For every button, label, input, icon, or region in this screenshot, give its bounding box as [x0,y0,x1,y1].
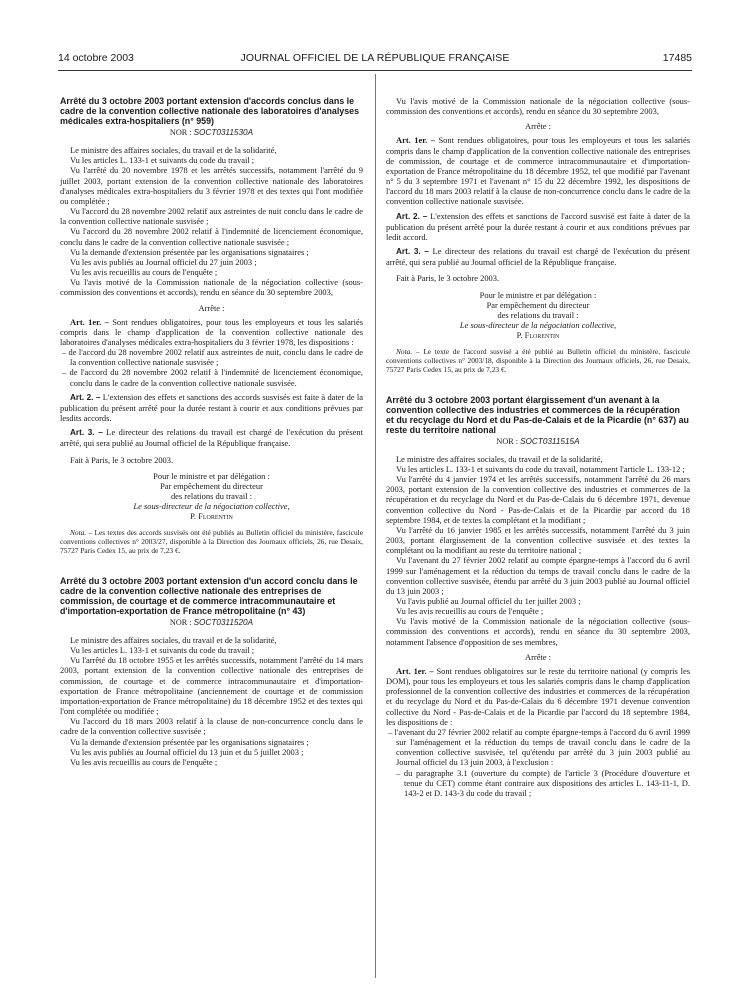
arrete-1-fait: Fait à Paris, le 3 octobre 2003. [70,454,174,465]
arrete-2-nor: NOR : SOCT0311520A [169,617,254,627]
left-column [60,96,363,767]
arrete-3-title: Arrêté du 3 octobre 2003 portant élargissement d'un avenant à la convention collective des industries et commerces de la récupération et du recyclage du Nord et du Pas-de-Calais et de la Picardie (n° 637) au reste du territoire national [386,394,689,435]
arrete-1-visa: Vu la demande d'extension présentée par les organisations signataires ; [70,246,309,257]
header-date: 14 octobre 2003 [58,52,134,64]
arrete-2-visa: Vu les avis publiés au Journal officiel du 13 juin et du 5 juillet 2003 ; [70,746,304,757]
arrete-1-article-1: Art. 1er. – Sont rendues obligatoires, pour tous les employeurs et tous les salariés compris dans le champ d'application de la convention collective nationale des laboratoires d'analyses médicales extra-hospitaliers du 3 février 1978, les dispositions : [60,316,363,347]
arrete-1-signature: Le sous-directeur de la négociation collective, [133,501,290,512]
arrete-2-signature: Par empêchement du directeur [486,299,590,310]
arrete-1-signature: Par empêchement du directeur [160,480,263,491]
arrete-3-visa: Vu les articles L. 133-1 et suivants du code du travail, notamment l'article L. 133-12 ; [396,463,685,474]
arrete-2-visa: Le ministre des affaires sociales, du travail et de la solidarité, [70,635,277,646]
arrete-3-visa: Vu l'avis motivé de la Commission nationale de la négociation collective (sous-commission des conventions et accords), rendu en séance du 30 septembre 2003, notamment l'absence d'opposition de ses membres, [386,616,690,647]
arrete-2-signature: Pour le ministre et par délégation : [479,289,597,300]
arrete-2-arrete: Arrête : [524,121,551,132]
arrete-1-visa: Vu l'accord du 28 novembre 2002 relatif à l'indemnité de licenciement économique, conclu dans le cadre de la convention collective nationale susvisée ; [60,226,363,247]
arrete-3-subitem: – du paragraphe 3.1 (ouverture du compte) de l'article 3 (Procédure d'ouverture et tenue du CET) comme étant contraire aux dispositions des articles L. 143-11-1, D. 143-2 et D. 143-3 du code du travail ; [396,767,690,798]
arrete-2-visa: Vu l'accord du 18 mars 2003 relatif à la clause de non-concurrence conclu dans le cadre de la convention collective susvisée ; [60,716,363,737]
arrete-1-title: Arrêté du 3 octobre 2003 portant extension d'accords conclus dans le cadre de la convention collective nationale des laboratoires d'analyses médicales extra-hospitaliers (n° 959) [60,96,360,126]
arrete-2-visa: Vu les avis recueillis au cours de l'enquête ; [70,756,218,767]
arrete-1-signatory: P. Florentin [190,511,233,522]
arrete-1-signature: Pour le ministre et par délégation : [153,470,270,481]
arrete-2-fait: Fait à Paris, le 3 octobre 2003. [396,273,500,284]
arrete-2-article-1: Art. 1er. – Sont rendues obligatoires, pour tous les employeurs et tous les salariés compris dans le champ d'application de la convention collective nationale des entreprises de commission, de courtage et de commerce intracommunautaire et d'importation-exportation de France métropolitaine du 18 décembre 1952, tel que modifié par l'avenant n° 5 du 3 septembre 1971 et l'avenant n° 15 du 22 décembre 1992, les dispositions de l'accord du 18 mars 2003 relatif à la clause de non-concurrence conclu dans le cadre de la convention collective nationale susvisée. [386,135,690,207]
arrete-3-visa: Vu l'avis publié au Journal officiel du 1er juillet 2003 ; [396,596,581,607]
arrete-1-visa: Vu les avis recueillis au cours de l'enquête ; [70,267,218,278]
page-header [58,52,692,68]
arrete-1-visa: Le ministre des affaires sociales, du travail et de la solidarité, [70,145,277,156]
arrete-1-visa: Vu les avis publiés au Journal officiel du 27 juin 2003 ; [70,256,257,267]
arrete-3-arrete: Arrête : [524,651,551,662]
column-divider [375,74,376,978]
arrete-1-visa: Vu l'accord du 28 novembre 2002 relatif aux astreintes de nuit conclu dans le cadre de la convention collective nationale susvisée ; [60,206,363,227]
arrete-3-visa: Le ministre des affaires sociales, du travail et de la solidarité, [396,453,603,464]
arrete-1-nor: NOR : SOCT0311530A [169,128,254,137]
arrete-1-article-3: Art. 3. – Le directeur des relations du travail est chargé de l'exécution du présent arrêté, qui sera publié au Journal officiel de la République française. [60,427,363,449]
arrete-3-article-1: Art. 1er. – Sont rendues obligatoires sur le reste du territoire national (y compris les DOM), pour tous les employeurs et tous les salariés compris dans le champ d'application professionnel de la convention collective des industries et commerces de la récupération et du recyclage du Nord et du Pas-de-Calais du 6 décembre 1971 devenue convention collective du Nord - Pas-de-Calais et de la Picardie par l'accord du 18 septembre 1984, les dispositions de : [386,665,690,727]
arrete-2-visa: Vu l'arrêté du 18 octobre 1955 et les arrêtés successifs, notamment l'arrêté du 14 mars 2003, portant extension de la convention collective nationale des entreprises de commission, de courtage et de commerce intracommunautaire et d'importation-exportation de France métropolitaine (anciennement de courtage et de commission importation-exportation de France métropolitaine) du 18 décembre 1952 et des textes qui l'ont complétée ou modifiée ; [60,655,363,717]
arrete-3-nor: NOR : SOCT0311515A [496,436,580,446]
arrete-1-visa: Vu l'avis motivé de la Commission nationale de la négociation collective (sous-commission des conventions et accords), rendu en séance du 30 septembre 2003, [60,277,363,298]
arrete-1-item: – de l'accord du 28 novembre 2002 relatif à l'indemnité de licenciement économique, conclu dans le cadre de la convention collective nationale susvisée. [62,367,363,388]
arrete-2-visa: Vu les articles L. 133-1 et suivants du code du travail ; [70,645,255,656]
arrete-2-title: Arrêté du 3 octobre 2003 portant extension d'un accord conclu dans le cadre de la convention collective nationale des entreprises de commission, de courtage et de commerce intracommunautaire et d'importation-exportation de France métropolitaine (n° 43) [60,575,358,616]
arrete-2-visa: Vu la demande d'extension présentée par les organisations signataires ; [70,736,309,747]
header-journal-title: JOURNAL OFFICIEL DE LA RÉPUBLIQUE FRANÇAISE [240,52,510,64]
header-rule [58,70,692,71]
arrete-1-arrete: Arrête : [198,302,225,313]
arrete-1-signature: des relations du travail : [170,491,253,501]
arrete-1-article-2: Art. 2. – L'extension des effets et sanctions des accords susvisés est faite à dater de la publication du présent arrêté pour la durée restant à courir et aux conditions prévues par lesdits accords. [60,391,364,424]
arrete-3-visa: Vu l'arrêté du 4 janvier 1974 et les arrêtés successifs, notamment l'arrêté du 26 mars 2003, portant extension de la convention collective des industries et commerces de la récupération et du recyclage du Nord et du Pas-de-Calais du 6 décembre 1971, devenue convention collective du Nord - Pas-de-Calais et de la Picardie par accord du 18 septembre 1984, et de textes la complétant et la modifiant ; [386,474,690,525]
arrete-2-signature: des relations du travail : [497,309,579,320]
arrete-3-visa: Vu l'arrêté du 16 janvier 1985 et les arrêtés successifs, notamment l'arrêté du 3 juin 2003, portant élargissement de la convention collective susvisée et des textes la complétant ou la modifiant au reste du territoire national ; [386,524,690,556]
arrete-1-visa: Vu l'arrêté du 20 novembre 1978 et les arrêtés successifs, notamment l'arrêté du 9 juillet 2003, portant extension de la convention collective nationale des laboratoires d'analyses médicales extra-hospitaliers du 3 février 1978 et des textes qui l'ont modifiée ou complétée ; [60,165,363,206]
right-column [386,96,690,798]
arrete-3-visa: Vu les avis recueillis au cours de l'enquête ; [396,606,544,617]
arrete-2-article-3: Art. 3. – Le directeur des relations du travail est chargé de l'exécution du présent arrêté, qui sera publié au Journal officiel de la République française. [386,246,690,268]
arrete-1-item: – de l'accord du 28 novembre 2002 relatif aux astreintes de nuit, conclu dans le cadre de la convention collective nationale susvisée ; [62,347,363,368]
header-page-number: 17485 [662,52,692,64]
arrete-3-item: – l'avenant du 27 février 2002 relatif au compte épargne-temps à l'accord du 6 avril 1999 sur l'aménagement et la réduction du temps de travail conclu dans le cadre de la convention collective susvisée, tel qu'étendu par arrêté du 3 juin 2003 publié au Journal officiel du 13 juin 2003, à l'exclusion : [388,726,690,768]
arrete-2-visa: Vu l'avis motivé de la Commission nationale de la négociation collective (sous-commission des conventions et accords), rendu en séance du 30 septembre 2003, [386,96,690,117]
arrete-2-signature: Le sous-directeur de la négociation collective, [459,319,617,330]
arrete-2-nota: Nota. – Le texte de l'accord susvisé a été publié au Bulletin officiel du ministère, fascicule conventions collectives n° 2003/18, disponible à la Direction des Journaux officiels, 26, rue Desaix, 75727 Paris Cedex 15, au prix de 7,23 €. [386,347,690,374]
arrete-3-visa: Vu l'avenant du 27 février 2002 relatif au compte épargne-temps à l'accord du 6 avril 1999 sur l'aménagement et la réduction du temps de travail conclu dans le cadre de la convention collective susvisée, étendu par arrêté du 3 juin 2003 publié au Journal officiel du 13 juin 2003 ; [386,555,690,596]
arrete-1-visa: Vu les articles L. 133-1 et suivants du code du travail ; [70,155,255,166]
arrete-2-signatory: P. Florentin [516,330,560,341]
arrete-1-nota: Nota. – Les textes des accords susvisés ont été publiés au Bulletin officiel du ministère, fascicule conventions collectives n° 2003/27, disponible à la Direction des Journaux officiels, 26, rue Desaix, 75727 Paris Cedex 15, au prix de 7,23 €. [60,528,363,556]
arrete-2-article-2: Art. 2. – L'extension des effets et sanctions de l'accord susvisé est faite à dater de la publication du présent arrêté pour la durée restant à courir et aux conditions prévues par ledit accord. [386,210,691,242]
